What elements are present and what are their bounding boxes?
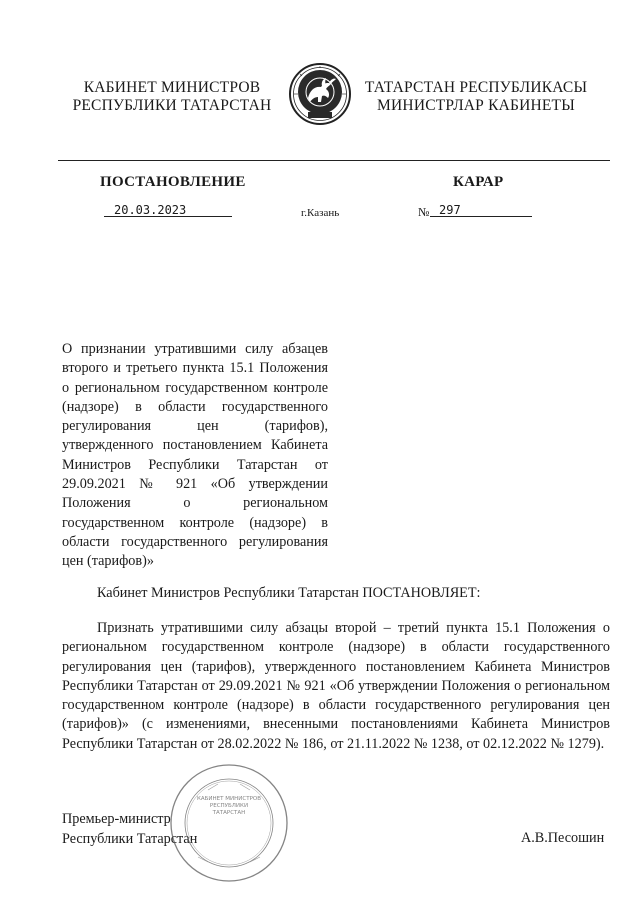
body-paragraph: Признать утратившими силу абзацы второй – третий пункта 15.1 Положения о региональном государственном контроле (надзоре) в области государственного регулирования цен (тарифов), утвержденного постановлением Кабинета Министров Республики Татарстан от 29.09.2021 № 921 «Об утверждении Положения о региональном государственном контроле (надзоре) в области государственного регулирования цен (тарифов)» (с изменениями, внесенными постановлениями Кабинета Министров Республики Татарстан от 28.02.2022 № 186, от 21.11.2022 № 1238, от 02.12.2022 № 1279). — [62, 620, 610, 752]
header-left-line-1: КАБИНЕТ МИНИСТРОВ — [83, 79, 261, 96]
preamble: Кабинет Министров Республики Татарстан ПОСТАНОВЛЯЕТ: — [97, 585, 481, 601]
header-divider — [58, 160, 610, 161]
header-left — [62, 79, 282, 115]
official-stamp — [168, 762, 290, 884]
document-subject: О признании утратившими силу абзацев второго и третьего пункта 15.1 Положения о региональном государственном контроле (надзоре) в области государственного регулирования цен (тарифов), утвержденного постановлением Кабинета Министров Республики Татарстан от 29.09.2021 № 921 «Об утверждении Положения о региональном государственном контроле (надзоре) в области государственного регулирования цен (тарифов)» — [62, 341, 328, 570]
stamp-seal-icon — [168, 762, 290, 884]
header-right-line-2: МИНИСТРЛАР КАБИНЕТЫ — [377, 97, 575, 114]
document-city: г.Казань — [301, 207, 340, 219]
number-sign: № — [418, 205, 430, 219]
signatory-title-line-2: Республики Татарстан — [62, 830, 198, 847]
header-right — [352, 79, 600, 115]
tatarstan-coat-of-arms-icon — [288, 62, 352, 126]
date-underline — [104, 216, 232, 217]
signatory-title-line-1: Премьер-министр — [62, 811, 171, 827]
document-date: 20.03.2023 — [114, 203, 187, 217]
stamp-text: КАБИНЕТ МИНИСТРОВ РЕСПУБЛИКИ ТАТАРСТАН — [196, 796, 261, 816]
header-right-line-1: ТАТАРСТАН РЕСПУБЛИКАСЫ — [364, 79, 588, 96]
header-left-line-2: РЕСПУБЛИКИ ТАТАРСТАН — [72, 97, 272, 114]
doc-type-ru: ПОСТАНОВЛЕНИЕ — [100, 174, 246, 190]
number-underline — [430, 216, 532, 217]
doc-type-tt: КАРАР — [453, 174, 504, 190]
document-number: 297 — [439, 203, 461, 217]
signatory-name: А.В.Песошин — [521, 830, 605, 846]
